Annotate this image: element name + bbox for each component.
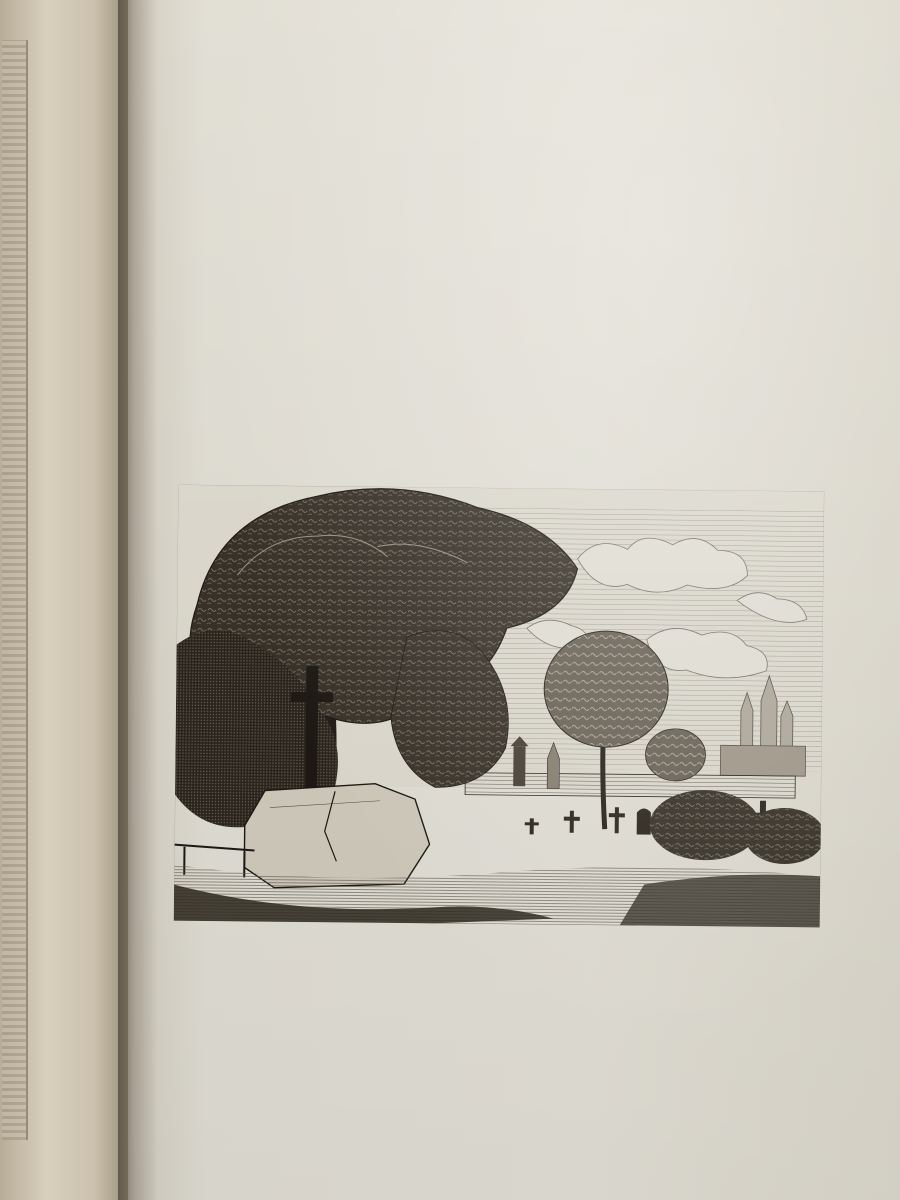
cemetery-engraving xyxy=(174,485,825,928)
left-page-illustration-edge xyxy=(2,40,28,1140)
stilling-monument xyxy=(244,782,430,889)
body-text-top xyxy=(178,51,848,53)
right-page xyxy=(128,0,900,1200)
book-gutter xyxy=(118,0,158,1200)
left-page xyxy=(0,0,135,1200)
running-head xyxy=(368,2,888,28)
right-shrubs xyxy=(649,790,760,861)
engraving-svg xyxy=(174,485,825,928)
